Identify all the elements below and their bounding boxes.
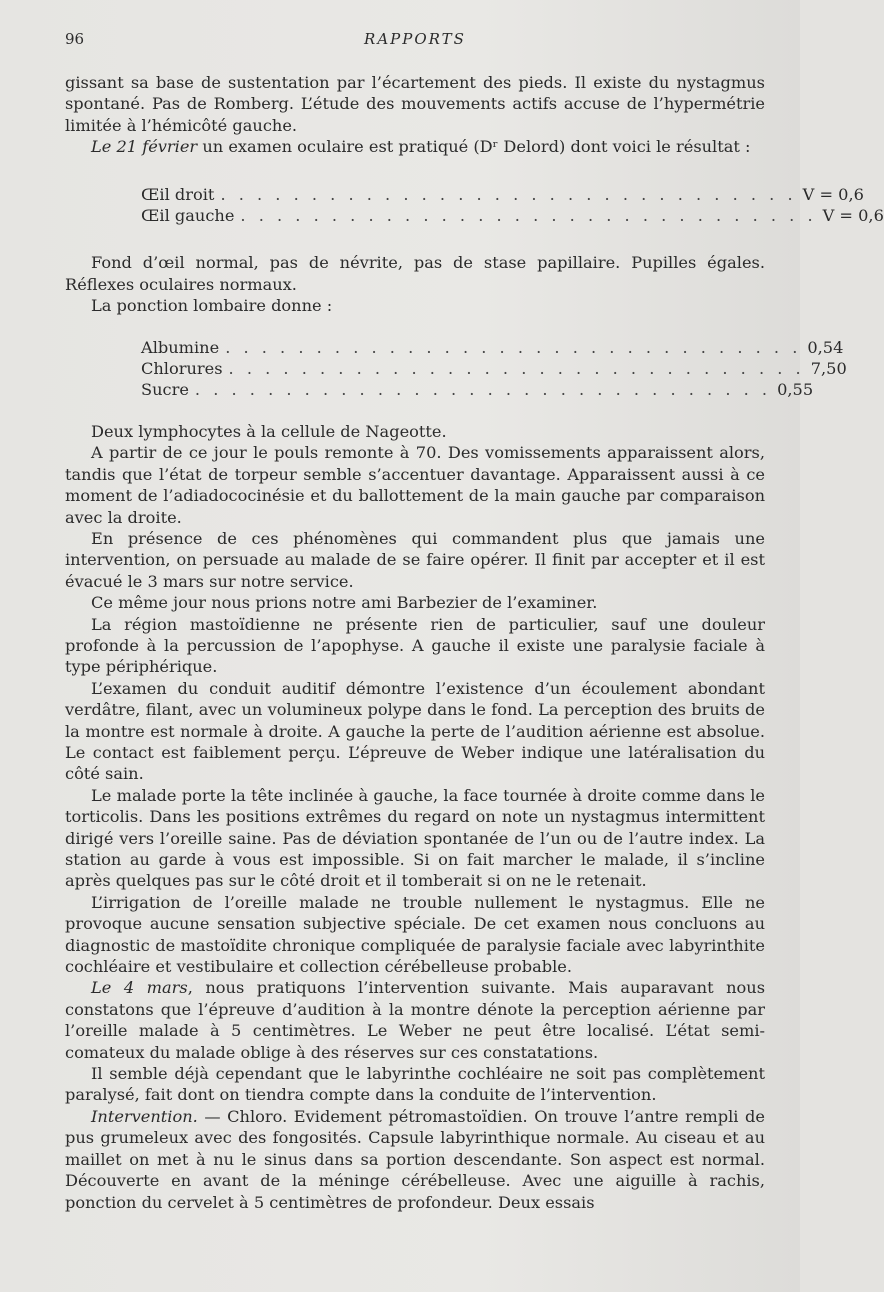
paragraph: L’examen du conduit auditif démontre l’existence d’un écoulement abondant verdâtre, filant, avec un volumineux polype dans le fond. La perception des bruits de la montre est normale à droite. A gauche la perte de l’audition aérienne est absolue. Le contact est faiblement perçu. L’épreuve de Weber indique une latéralisation du côté sain. <box>65 678 765 784</box>
row-value: 7,50 <box>810 359 847 379</box>
paragraph: Le 21 février un examen oculaire est pratiqué (Dʳ Delord) dont voici le résultat : <box>91 137 751 157</box>
leader-dots: . . . . . . . . . . . . . . . . . . . . . . . . . . . . . . . . <box>240 206 817 226</box>
row-label: Œil gauche <box>141 206 235 226</box>
paragraph: En présence de ces phénomènes qui commandent plus que jamais une intervention, on persuade au malade de se faire opérer. Il finit par accepter et il est évacué le 3 mars sur notre service. <box>65 528 765 591</box>
eye-row-right <box>141 184 864 205</box>
paragraph: La ponction lombaire donne : <box>91 296 333 316</box>
paragraph: Il semble déjà cependant que le labyrinthe cochléaire ne soit pas complètement paralysé, fait dont on tiendra compte dans la conduite de l’intervention. <box>65 1064 765 1105</box>
row-value: V = 0,6 <box>822 206 884 226</box>
leader-dots: . . . . . . . . . . . . . . . . . . . . . . . . . . . . . . . . <box>225 337 802 357</box>
lumbar-row-albumine <box>141 337 844 358</box>
page-number: 96 <box>65 30 85 48</box>
lumbar-row-sucre <box>141 379 814 400</box>
row-label: Albumine <box>141 337 220 357</box>
paragraph: La région mastoïdienne ne présente rien de particulier, sauf une douleur profonde à la percussion de l’apophyse. A gauche il existe une paralysie faciale à type périphérique. <box>65 614 765 677</box>
paragraph: Le 4 mars, nous pratiquons l’intervention suivante. Mais auparavant nous constatons que l’épreuve d’audition à la montre dénote la perception aérienne par l’oreille malade à 5 centimètres. Le Weber ne peut être localisé. L’état semi-comateux du malade oblige à des réserves sur ces constatations. <box>65 978 766 1062</box>
date: Le 21 février <box>91 137 198 157</box>
page-body <box>65 72 884 1213</box>
paragraph: L’irrigation de l’oreille malade ne trouble nullement le nystagmus. Elle ne provoque aucune sensation subjective spéciale. De cet examen nous concluons au diagnostic de mastoïdite chronique compliquée de paralysie faciale avec labyrinthite cochléaire et vestibulaire et collection cérébelleuse probable. <box>65 892 765 977</box>
paragraph: Ce même jour nous prions notre ami Barbezier de l’examiner. <box>91 593 598 613</box>
paragraph: Le malade porte la tête inclinée à gauche, la face tournée à droite comme dans le torticolis. Dans les positions extrêmes du regard on note un nystagmus intermittent dirigé vers l’oreille saine. Pas de déviation spontanée de l’un ou de l’autre index. La station au garde à vous est impossible. Si on fait marcher le malade, il s’incline après quelques pas sur le côté droit et il tomberait si on ne le retenait. <box>65 785 765 891</box>
row-label: Chlorures <box>141 359 223 379</box>
leader-dots: . . . . . . . . . . . . . . . . . . . . . . . . . . . . . . . . <box>194 380 772 400</box>
eye-row-left <box>141 205 884 226</box>
page-header <box>65 30 765 50</box>
date: Le 4 mars <box>91 978 188 998</box>
row-value: 0,55 <box>777 380 814 400</box>
leader-dots: . . . . . . . . . . . . . . . . . . . . . . . . . . . . . . . . <box>228 359 805 379</box>
paragraph: Intervention. — Chloro. Evidement pétromastoïdien. On trouve l’antre rempli de pus grumeleux avec des fongosités. Capsule labyrinthique normale. Au ciseau et au maillet on met à nu le sinus dans sa portion descendante. Son aspect est normal. Découverte en avant de la méninge cérébelleuse. Avec une aiguille à rachis, ponction du cervelet à 5 centimètres de profondeur. Deux essais <box>65 1106 765 1212</box>
leader-dots: . . . . . . . . . . . . . . . . . . . . . . . . . . . . . . . . <box>220 184 797 204</box>
paragraph: A partir de ce jour le pouls remonte à 70. Des vomissements apparaissent alors, tandis que l’état de torpeur semble s’accentuer davantage. Apparaissent aussi à ce moment de l’adiadococinésie et du ballottement de la main gauche par comparaison avec la droite. <box>65 443 765 527</box>
paragraph: Deux lymphocytes à la cellule de Nageotte. <box>91 421 447 441</box>
row-label: Œil droit <box>141 184 215 204</box>
row-label: Sucre <box>141 380 189 400</box>
section-heading: Intervention. <box>91 1106 198 1126</box>
row-value: V = 0,6 <box>802 184 864 204</box>
paragraph: Fond d’œil normal, pas de névrite, pas de stase papillaire. Pupilles égales. Réflexes oculaires normaux. <box>65 253 765 294</box>
row-value: 0,54 <box>807 337 844 357</box>
paragraph: gissant sa base de sustentation par l’écartement des pieds. Il existe du nystagmus spontané. Pas de Romberg. L’étude des mouvements actifs accuse de l’hypermétrie limitée à l’hémicôté gauche. <box>65 73 765 135</box>
lumbar-row-chlorures <box>141 358 847 379</box>
running-title: RAPPORTS <box>364 30 466 48</box>
